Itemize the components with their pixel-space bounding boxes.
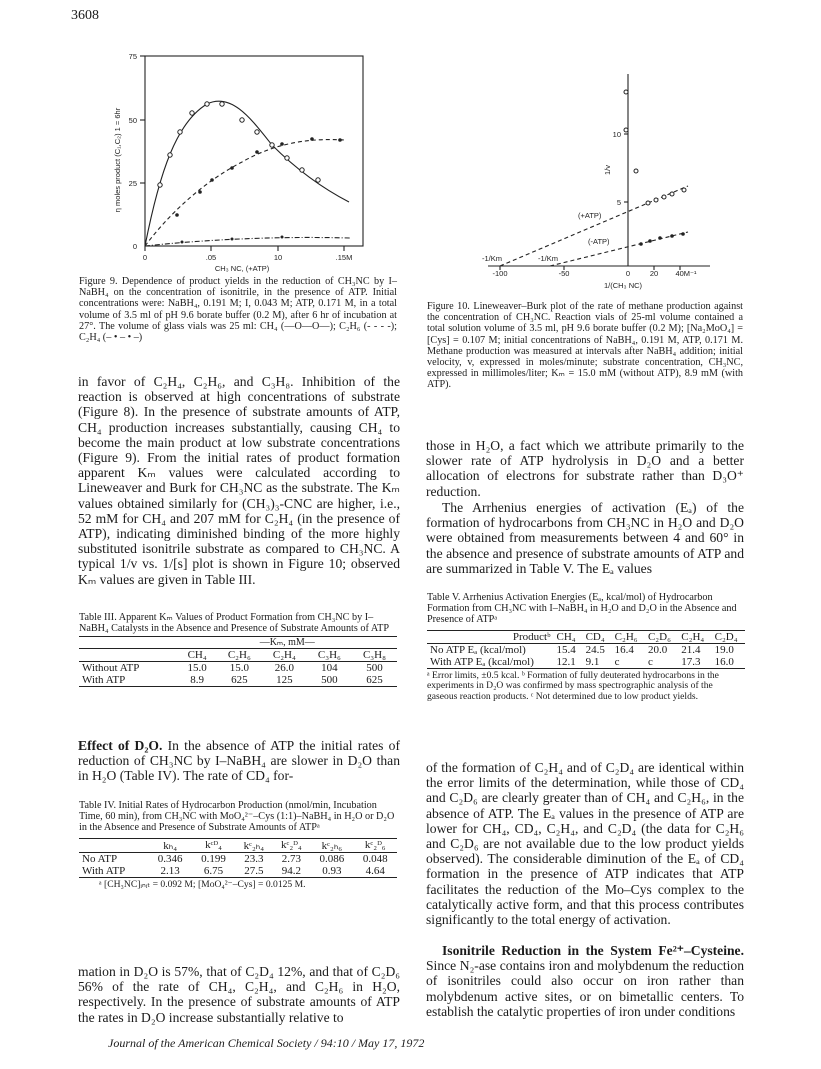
svg-text:10: 10 [612,130,621,139]
right-paragraph-4: Isonitrile Reduction in the System Fe²⁺–Cysteine. Since N₂-ase contains iron and molybdenum the reduction of isonitriles could also occur on iron rather than molybdenum active sites, or on bimetallic centers. To establish the catalytic properties of iron under conditions [426,943,744,1019]
table-4-grid: kₕ₄ kᶜᴰ₄ kᶜ₂ₕ₄ kᶜ₂ᴰ₄ kᶜ₂ₕ₆ kᶜ₂ᴰ₆ No ATP 0.346 0.199 23.3 2.73 0.086 0.048 With ATP 2.13 6.75 27.5 94.2 0.93 4.64 [79,838,397,878]
svg-text:-1/Km: -1/Km [482,254,503,263]
svg-text:10: 10 [273,253,283,262]
svg-text:(+ATP): (+ATP) [578,211,602,220]
svg-text:20: 20 [649,269,659,278]
svg-text:(-ATP): (-ATP) [588,237,610,246]
table-5-footnote: ᵃ Error limits, ±0.5 kcal. ᵇ Formation of fully deuterated hydrocarbons in the experiments in D₂O was confirmed by mass spectrographic analysis of the gaseous reaction products. ᶜ Not determined due to low product yields. [427,669,719,702]
table-row: Without ATP 15.0 15.0 26.0 104 500 [82,662,383,675]
table-row: With ATP 2.13 6.75 27.5 94.2 0.93 4.64 [82,864,385,877]
page-number: 3608 [71,8,99,23]
table-5-grid: Productᵇ CH₄ CD₄ C₂H₆ C₂D₆ C₂H₄ C₂D₄ No ATP Eₐ (kcal/mol) 15.4 24.5 16.4 20.0 21.4 19.0 With ATP Eₐ (kcal/mol) 12.1 9.1 c c 17.3 16.0 [427,630,745,669]
left-paragraph-3: mation in D₂O is 57%, that of C₂D₄ 12%, and that of C₂D₆ 56% of the rate of CH₄, C₂H₄, and C₂H₆ in H₂O, respectively. In the presence of substrate amounts of ATP the rates in D₂O increase substantially relative to [78,964,400,1025]
right-paragraph-1: those in H₂O, a fact which we attribute primarily to the slower rate of ATP hydrolysis in D₂O and a better allocation of electrons for substrate rather than D₃O⁺ reduction. [426,438,744,499]
figure-10-plot [478,70,718,292]
figure-9-caption: Figure 9. Dependence of product yields in the reduction of CH₃NC by I–NaBH₄ on the concentration of isonitrile, in the presence of ATP. Initial concentrations were: NaBH₄, 0.191 M; I, 0.043 M; ATP, 0.171 M, in a total volume of 3.5 ml of pH 9.6 borate buffer (0.2 M), after 6 hr of incubation at 27°. The volume of glass vials was 25 ml: CH₄ (—O—O—); C₂H₆ (- - - -); C₂H₄ (– • – • –) [79,276,397,344]
svg-text:.15M: .15M [335,253,353,262]
section-head-d2o: Effect of D₂O. [78,738,163,753]
svg-text:1/v: 1/v [603,164,612,176]
svg-text:0: 0 [142,253,148,262]
table-3-grid: —Kₘ, mM— CH₄ C₂H₆ C₂H₄ C₃H₆ C₃H₈ Without ATP 15.0 15.0 26.0 104 500 With ATP 8.9 625 125 500 625 [79,636,397,687]
right-paragraph-2: The Arrhenius energies of activation (Eₐ) of the formation of hydrocarbons from CH₃NC in H₂O and D₂O were obtained from measurements between 4 and 60° in the absence and presence of substrate amounts of ATP and are summarized in Table V. The Eₐ values [426,500,744,576]
table-3-title: Table III. Apparent Kₘ Values of Product Formation from CH₃NC by I–NaBH₄ Catalysts in the Absence and Presence of Substrate Amounts of ATP [79,612,389,635]
table-row: No ATP 0.346 0.199 23.3 2.73 0.086 0.048 [82,852,388,865]
table-row: No ATP Eₐ (kcal/mol) 15.4 24.5 16.4 20.0 21.4 19.0 [430,643,734,656]
svg-text:25: 25 [128,179,137,188]
svg-text:40M⁻¹: 40M⁻¹ [675,269,697,278]
svg-text:50: 50 [128,116,137,125]
table-4-footnote: ᵃ [CH₃NC]ᵢₙᵢₜ = 0.092 M; [MoO₄²⁻–Cys] = 0.0125 M. [99,878,306,890]
svg-text:.05: .05 [205,253,217,262]
table-5 [427,592,745,702]
left-paragraph-1: in favor of C₂H₄, C₂H₆, and C₃H₈. Inhibition of the reaction is observed at high concentrations of substrate (Figure 8). In the presence of substrate amounts of ATP, CH₄ production increases substantially, causing CH₄ to become the main product at low substrate concentrations (Figure 9). From the initial rates of product formation apparent Kₘ values were calculated according to Lineweaver and Burk for CH₃NC as the substrate. The Kₘ values obtained similarly for (CH₃)₃-CNC are higher, i.e., 52 mM for CH₄ and 207 mM for C₂H₄ (in the presence of ATP), indicating diminished binding of the more highly substituted isonitrile substrate as compared to CH₃NC. A typical 1/v vs. 1/[s] plot is shown in Figure 10; observed Kₘ values are given in Table III. [78,374,400,587]
left-paragraph-2: Effect of D₂O. In the absence of ATP the initial rates of reduction of CH₃NC by I–NaBH₄ are slower in D₂O than in H₂O (Table IV). The rate of CD₄ for- [78,738,400,784]
svg-text:0: 0 [625,269,631,278]
svg-text:-1/Km: -1/Km [538,254,559,263]
figure-10-caption: Figure 10. Lineweaver–Burk plot of the rate of methane production against the concentration of CH₃NC. Reaction vials of 25-ml volume contained a total solution volume of 3.5 ml, pH 9.6 borate buffer (0.2 M); [Na₂MoO₄] = [Cys] = 0.107 M; initial concentrations of NaBH₄, 0.191 M, ATP, 0.171 M. Methane production was measured at intervals after NaBH₄ addition; initial velocity, v, expressed in moles/minute; substrate concentration, CH₃NC, expressed in millimoles/liter; Kₘ = 15.0 mM (without ATP), 8.9 mM (with ATP). [427,301,743,391]
section-head-isonitrile: Isonitrile Reduction in the System Fe²⁺–Cysteine. [442,943,744,958]
table-row: With ATP Eₐ (kcal/mol) 12.1 9.1 c c 17.3 16.0 [430,655,734,668]
svg-text:-100: -100 [492,269,508,278]
table-4-title: Table IV. Initial Rates of Hydrocarbon Production (nmol/min, Incubation Time, 60 min), from CH₃NC with MoO₄²⁻–Cys (1:1)–NaBH₄ in H₂O or D₂O in the Absence and Presence of Substrate Amounts of ATPᵃ [79,800,395,834]
figure-9-plot [82,50,372,275]
svg-text:-50: -50 [558,269,570,278]
svg-text:0: 0 [132,242,137,251]
table-row: With ATP 8.9 625 125 500 625 [82,674,383,687]
table-3-group-header: —Kₘ, mM— [259,637,315,649]
svg-text:75: 75 [128,52,137,61]
table-5-title: Table V. Arrhenius Activation Energies (Eₐ, kcal/mol) of Hydrocarbon Formation from CH₃NC with I–NaBH₄ in H₂O and D₂O in the Absence and Presence of ATPᵃ [427,592,737,626]
svg-text:1/(CH₃ NC): 1/(CH₃ NC) [603,281,643,290]
right-paragraph-3: of the formation of C₂H₄ and of C₂D₄ are identical within the error limits of the determination, while those of CD₄ and C₂D₆ are clearly greater than of CH₄ and C₂H₆, in the absence of ATP. The Eₐ values in the presence of ATP are lower for CH₄, CD₄, C₂H₄, and C₂D₄ (the data for C₂H₆ and C₂D₆ are not available due to the low product yields observed). The considerable diminution of the Eₐ of CD₄ formation in the presence of ATP indicates that ATP facilitates the reduction of the Mo–Cys complex to the catalytically active form, and that this process contributes significantly to the total energy of activation. [426,760,744,928]
svg-text:CH₃ NC, (+ATP): CH₃ NC, (+ATP) [214,264,270,273]
journal-footer: Journal of the American Chemical Society / 94:10 / May 17, 1972 [108,1036,425,1050]
table-3 [79,612,397,687]
svg-text:η moles product (C₁,C₂) 1 = 6h: η moles product (C₁,C₂) 1 = 6hr [113,107,122,213]
svg-text:5: 5 [616,198,621,207]
table-4 [79,800,397,890]
